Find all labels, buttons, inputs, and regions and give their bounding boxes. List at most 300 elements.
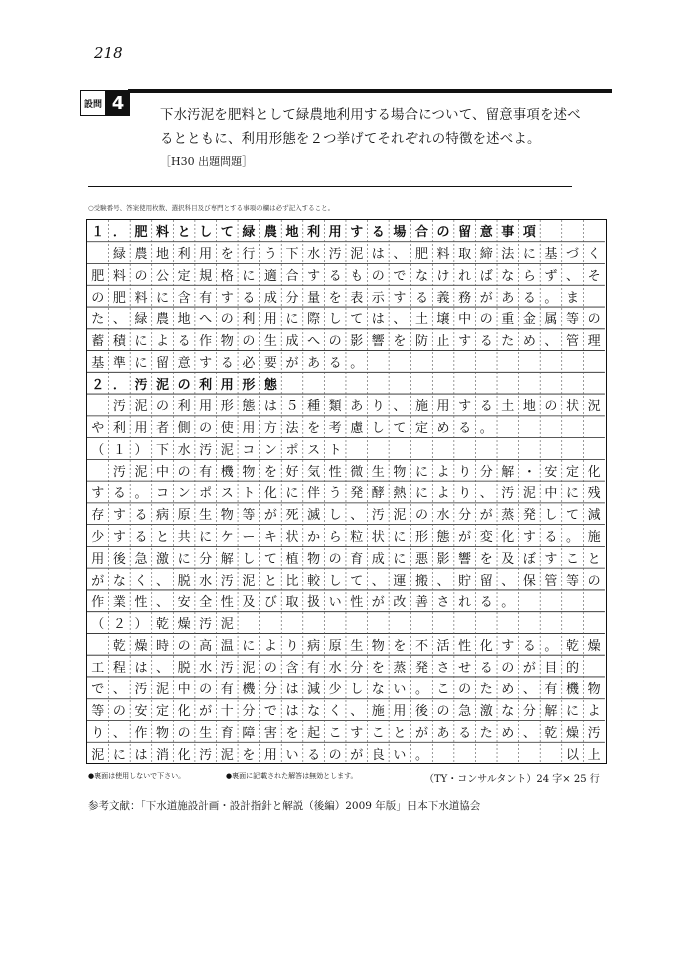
grid-cell: 好 xyxy=(285,464,299,480)
grid-cell: 利 xyxy=(112,421,126,437)
grid-cell: け xyxy=(436,268,450,284)
grid-cell xyxy=(454,438,476,460)
grid-cell xyxy=(260,612,282,634)
grid-cell: 形 xyxy=(242,377,256,393)
grid-cell: な xyxy=(501,268,515,284)
grid-cell: 、 xyxy=(350,508,364,524)
grid-cell: ５ xyxy=(285,399,299,415)
grid-cell: 扱 xyxy=(307,595,321,611)
grid-cell: 分 xyxy=(458,508,472,524)
grid-cell: 生 xyxy=(350,638,364,654)
grid-cell xyxy=(432,438,454,460)
grid-cell: 利 xyxy=(242,312,256,328)
grid-cell: 激 xyxy=(479,704,493,720)
grid-cell: 有 xyxy=(307,660,321,676)
grid-cell: 汚 xyxy=(371,508,385,524)
grid-cell: の xyxy=(479,312,493,328)
grid-cell: る xyxy=(134,508,148,524)
grid-cell: り xyxy=(458,464,472,480)
grid-cell: 。 xyxy=(414,747,428,763)
grid-cell: 留 xyxy=(458,225,472,241)
grid-cell: 泥 xyxy=(91,747,105,763)
grid-cell: 。 xyxy=(479,421,493,437)
grid-cell: 、 xyxy=(393,312,407,328)
grid-cell: る xyxy=(220,355,234,371)
grid-cell: の xyxy=(587,573,601,589)
grid-cell: 燥 xyxy=(134,638,148,654)
footer-note-mid: ●裏面に記載された解答は無効とします。 xyxy=(226,772,358,780)
grid-cell: 分 xyxy=(242,704,256,720)
grid-cell: 土 xyxy=(501,399,515,415)
grid-cell: ） xyxy=(134,617,148,633)
grid-cell: 比 xyxy=(285,573,299,589)
grid-cell: 不 xyxy=(414,638,428,654)
grid-cell: 微 xyxy=(350,464,364,480)
question-badge xyxy=(80,90,130,116)
grid-cell: 定 xyxy=(414,421,428,437)
grid-cell: に xyxy=(393,551,407,567)
grid-cell: 較 xyxy=(307,573,321,589)
grid-cell: 分 xyxy=(263,682,277,698)
grid-cell xyxy=(389,372,411,394)
grid-cell: 分 xyxy=(199,551,213,567)
grid-cell: が xyxy=(285,355,299,371)
grid-cell xyxy=(87,459,109,481)
grid-cell: 物 xyxy=(307,551,321,567)
grid-cell: 中 xyxy=(544,486,558,502)
grid-cell: 準 xyxy=(112,355,126,371)
grid-cell: 分 xyxy=(285,290,299,306)
grid-cell: 粒 xyxy=(350,530,364,545)
grid-cell: （ xyxy=(91,617,105,633)
grid-cell: る xyxy=(328,268,342,284)
grid-cell: 緑 xyxy=(112,247,126,263)
grid-cell: 起 xyxy=(307,725,321,741)
grid-cell: な xyxy=(307,704,321,720)
grid-cell: が xyxy=(263,508,277,524)
grid-cell: く xyxy=(134,573,148,589)
grid-cell xyxy=(562,416,584,438)
grid-cell: 消 xyxy=(156,747,170,763)
grid-cell: し xyxy=(328,312,342,328)
grid-cell: ー xyxy=(242,530,256,545)
grid-cell xyxy=(562,372,584,394)
grid-cell: 響 xyxy=(371,334,385,350)
grid-cell: 安 xyxy=(134,704,148,720)
question-line-2: るとともに、利用形態を２つ挙げてそれぞれの特徴を述べよ。 xyxy=(160,132,541,147)
grid-cell: 緑 xyxy=(134,312,148,328)
grid-cell: を xyxy=(479,551,493,567)
grid-cell: 作 xyxy=(91,595,105,611)
grid-cell: 取 xyxy=(458,247,472,263)
grid-cell: か xyxy=(307,530,321,545)
grid-cell: や xyxy=(91,421,105,437)
answer-line xyxy=(87,242,605,264)
grid-cell xyxy=(540,438,562,460)
grid-cell: 的 xyxy=(566,660,580,676)
grid-cell: を xyxy=(393,638,407,654)
grid-cell: 影 xyxy=(436,551,450,567)
grid-cell: 、 xyxy=(156,660,170,676)
grid-cell xyxy=(411,612,433,634)
grid-cell: 、 xyxy=(393,399,407,415)
grid-cell xyxy=(368,372,390,394)
grid-cell: 表 xyxy=(350,290,364,306)
grid-cell: 状 xyxy=(566,399,580,415)
answer-line xyxy=(87,416,605,438)
grid-cell: す xyxy=(307,268,321,284)
grid-cell: を xyxy=(307,421,321,437)
grid-cell: 機 xyxy=(566,682,580,698)
grid-cell xyxy=(303,372,325,394)
grid-cell: 農 xyxy=(263,225,277,241)
grid-cell: る xyxy=(479,595,493,611)
grid-cell: 等 xyxy=(91,704,105,720)
grid-cell: 泥 xyxy=(156,377,170,393)
grid-cell: の xyxy=(501,660,515,676)
grid-cell: れ xyxy=(458,268,472,284)
grid-cell: の xyxy=(436,704,450,720)
grid-cell: も xyxy=(350,268,364,284)
answer-line xyxy=(87,481,605,503)
grid-cell: り xyxy=(458,486,472,502)
grid-cell: 汚 xyxy=(328,247,342,263)
grid-cell: 時 xyxy=(156,638,170,654)
grid-cell: 農 xyxy=(134,247,148,263)
grid-cell: に xyxy=(522,247,536,263)
grid-cell: 燥 xyxy=(177,617,191,633)
grid-cell: 用 xyxy=(220,377,234,393)
grid-cell: ポ xyxy=(199,486,213,502)
grid-cell: の xyxy=(156,399,170,415)
grid-cell: い xyxy=(393,747,407,763)
grid-cell: 水 xyxy=(328,660,342,676)
grid-cell: 必 xyxy=(242,355,256,371)
grid-cell: 用 xyxy=(134,421,148,437)
grid-cell: と xyxy=(177,225,191,241)
grid-cell: 、 xyxy=(371,573,385,589)
grid-cell: に xyxy=(285,312,299,328)
grid-cell: 化 xyxy=(177,704,191,720)
grid-cell xyxy=(389,351,411,373)
answer-line xyxy=(87,655,605,677)
grid-cell: る xyxy=(328,355,342,371)
grid-cell: 、 xyxy=(393,247,407,263)
grid-cell: う xyxy=(263,247,277,263)
grid-cell: の xyxy=(328,747,342,763)
grid-cell: 善 xyxy=(414,595,428,611)
grid-cell: ケ xyxy=(220,530,234,545)
grid-cell: 化 xyxy=(587,464,601,480)
grid-cell: 定 xyxy=(156,704,170,720)
grid-cell: た xyxy=(501,334,515,350)
grid-cell: 項 xyxy=(522,225,536,241)
grid-cell xyxy=(389,612,411,634)
grid-cell: す xyxy=(112,508,126,524)
grid-cell: ら xyxy=(522,268,536,284)
grid-cell xyxy=(519,372,541,394)
grid-cell: 料 xyxy=(436,247,450,263)
grid-cell: 緑 xyxy=(242,225,256,241)
grid-cell: 分 xyxy=(522,704,536,720)
grid-cell xyxy=(454,372,476,394)
grid-cell: で xyxy=(91,682,105,698)
grid-cell: 。 xyxy=(134,486,148,502)
grid-cell: 貯 xyxy=(458,573,472,589)
grid-cell: を xyxy=(285,725,299,741)
question-badge-label: 設問 xyxy=(80,90,106,116)
grid-cell: 利 xyxy=(307,225,321,241)
grid-cell: 態 xyxy=(242,399,256,415)
grid-cell: 量 xyxy=(307,290,321,306)
grid-cell: は xyxy=(263,399,277,415)
grid-cell: 気 xyxy=(307,464,321,480)
grid-cell: 後 xyxy=(414,704,428,720)
grid-cell: 作 xyxy=(134,725,148,741)
grid-cell xyxy=(562,590,584,612)
grid-cell: 悪 xyxy=(414,551,428,567)
grid-cell xyxy=(519,351,541,373)
grid-cell: に xyxy=(566,704,580,720)
grid-cell: 酵 xyxy=(371,486,385,502)
grid-cell: ス xyxy=(307,442,321,458)
grid-cell: 水 xyxy=(307,247,321,263)
grid-cell: と xyxy=(587,551,601,567)
grid-cell xyxy=(562,351,584,373)
grid-cell: 機 xyxy=(220,464,234,480)
grid-cell: の xyxy=(414,508,428,524)
grid-cell: の xyxy=(199,682,213,698)
grid-cell: て xyxy=(393,421,407,437)
grid-cell xyxy=(540,612,562,634)
answer-line xyxy=(87,220,605,242)
grid-cell: 中 xyxy=(177,682,191,698)
grid-cell: 安 xyxy=(544,464,558,480)
grid-cell xyxy=(497,351,519,373)
grid-cell: 急 xyxy=(458,704,472,720)
grid-cell: 活 xyxy=(436,638,450,654)
grid-cell: を xyxy=(263,464,277,480)
grid-cell xyxy=(519,590,541,612)
answer-line xyxy=(87,503,605,525)
grid-cell xyxy=(519,612,541,634)
grid-cell: 。 xyxy=(544,638,558,654)
grid-cell: 管 xyxy=(544,573,558,589)
grid-cell: 、 xyxy=(156,573,170,589)
grid-cell: で xyxy=(393,268,407,284)
grid-cell xyxy=(324,612,346,634)
answer-line xyxy=(87,438,605,460)
grid-cell: ． xyxy=(112,225,126,241)
grid-cell: 使 xyxy=(220,421,234,437)
grid-cell: す xyxy=(199,355,213,371)
grid-cell xyxy=(475,438,497,460)
grid-cell: 方 xyxy=(263,421,277,437)
grid-cell: う xyxy=(328,486,342,502)
grid-cell: に xyxy=(285,486,299,502)
grid-cell: 泥 xyxy=(134,399,148,415)
grid-cell: 熱 xyxy=(393,486,407,502)
grid-cell: の xyxy=(242,334,256,350)
grid-cell: 取 xyxy=(285,595,299,611)
grid-cell: す xyxy=(220,290,234,306)
grid-cell: が xyxy=(371,595,385,611)
grid-cell: 物 xyxy=(220,334,234,350)
grid-cell: 務 xyxy=(458,290,472,306)
grid-cell: に xyxy=(242,638,256,654)
answer-line xyxy=(87,742,605,764)
grid-cell xyxy=(583,220,605,242)
grid-cell xyxy=(281,372,303,394)
grid-cell: 用 xyxy=(199,247,213,263)
grid-cell: は xyxy=(285,682,299,698)
grid-cell: を xyxy=(242,747,256,763)
grid-cell: づ xyxy=(566,247,580,263)
grid-cell: が xyxy=(479,508,493,524)
grid-cell: な xyxy=(371,682,385,698)
grid-cell: 肥 xyxy=(112,290,126,306)
grid-cell: ） xyxy=(134,442,148,458)
grid-cell: 程 xyxy=(112,660,126,676)
grid-cell: の xyxy=(328,334,342,350)
grid-cell: る xyxy=(458,725,472,741)
grid-cell: 種 xyxy=(307,399,321,415)
grid-cell: ス xyxy=(220,486,234,502)
answer-line xyxy=(87,590,605,612)
grid-cell: が xyxy=(479,290,493,306)
grid-cell: 理 xyxy=(587,334,601,350)
grid-cell: 定 xyxy=(177,268,191,284)
grid-cell: 施 xyxy=(587,530,601,545)
grid-cell: 発 xyxy=(522,508,536,524)
grid-cell: 状 xyxy=(371,530,385,545)
grid-cell xyxy=(368,612,390,634)
grid-cell: 行 xyxy=(242,247,256,263)
grid-cell: の xyxy=(371,268,385,284)
grid-cell: よ xyxy=(156,334,170,350)
grid-cell: い xyxy=(285,747,299,763)
grid-cell xyxy=(389,438,411,460)
grid-cell: 良 xyxy=(371,747,385,763)
grid-cell xyxy=(454,351,476,373)
grid-cell: せ xyxy=(458,660,472,676)
grid-cell: 地 xyxy=(522,399,536,415)
grid-cell: の xyxy=(177,725,191,741)
header-rule xyxy=(128,89,612,93)
grid-cell: の xyxy=(263,660,277,676)
grid-cell: 泥 xyxy=(156,682,170,698)
footer-note-left: ●裏面は使用しないで下さい。 xyxy=(88,772,186,780)
grid-cell: あ xyxy=(307,355,321,371)
grid-cell: 中 xyxy=(156,464,170,480)
grid-cell: 況 xyxy=(587,399,601,415)
grid-cell xyxy=(540,590,562,612)
grid-cell: 業 xyxy=(112,595,126,611)
grid-cell: ト xyxy=(242,486,256,502)
grid-cell xyxy=(540,742,562,764)
grid-cell xyxy=(583,285,605,307)
grid-cell: な xyxy=(112,573,126,589)
grid-cell: 目 xyxy=(544,660,558,676)
question-line-1: 下水汚泥を肥料として緑農地利用する場合について、留意事項を述べ xyxy=(160,108,581,123)
grid-cell: 泥 xyxy=(242,660,256,676)
grid-cell xyxy=(87,633,109,655)
grid-cell xyxy=(519,416,541,438)
grid-cell: 用 xyxy=(393,704,407,720)
grid-cell: 。 xyxy=(350,355,364,371)
grid-cell: が xyxy=(522,660,536,676)
grid-cell: 原 xyxy=(177,508,191,524)
grid-cell: が xyxy=(199,704,213,720)
grid-cell xyxy=(540,416,562,438)
grid-cell xyxy=(432,372,454,394)
grid-cell: 利 xyxy=(199,377,213,393)
grid-cell: 病 xyxy=(307,638,321,654)
grid-cell: 少 xyxy=(328,682,342,698)
grid-cell: 汚 xyxy=(199,442,213,458)
grid-cell: 形 xyxy=(220,399,234,415)
grid-cell: 響 xyxy=(458,551,472,567)
grid-cell: に xyxy=(566,486,580,502)
grid-cell: 施 xyxy=(371,704,385,720)
grid-cell: 留 xyxy=(156,355,170,371)
grid-cell: 滅 xyxy=(307,508,321,524)
grid-cell: 用 xyxy=(263,312,277,328)
grid-cell: よ xyxy=(263,638,277,654)
grid-cell: 発 xyxy=(350,486,364,502)
grid-cell: 考 xyxy=(328,421,342,437)
grid-cell: た xyxy=(479,725,493,741)
grid-cell: 乾 xyxy=(566,638,580,654)
grid-cell: し xyxy=(371,421,385,437)
grid-cell: り xyxy=(371,399,385,415)
answer-line xyxy=(87,699,605,721)
grid-cell: 有 xyxy=(544,682,558,698)
grid-cell: 有 xyxy=(220,682,234,698)
grid-cell: の xyxy=(458,682,472,698)
grid-cell: 乾 xyxy=(544,725,558,741)
grid-cell: の xyxy=(544,399,558,415)
grid-cell: （ xyxy=(91,442,105,458)
grid-cell xyxy=(497,438,519,460)
grid-cell: は xyxy=(371,312,385,328)
grid-cell: 含 xyxy=(285,660,299,676)
grid-cell: 示 xyxy=(371,290,385,306)
grid-cell: 乾 xyxy=(156,617,170,633)
grid-cell: 汚 xyxy=(134,377,148,393)
grid-cell: の xyxy=(112,704,126,720)
grid-cell: る xyxy=(458,421,472,437)
grid-cell: あ xyxy=(501,290,515,306)
grid-cell xyxy=(562,220,584,242)
grid-cell: 発 xyxy=(414,660,428,676)
grid-cell: る xyxy=(544,530,558,545)
grid-cell: 物 xyxy=(242,464,256,480)
grid-cell: 及 xyxy=(501,551,515,567)
grid-cell: さ xyxy=(436,660,450,676)
grid-cell: コ xyxy=(156,486,170,502)
grid-cell: 農 xyxy=(156,312,170,328)
grid-cell xyxy=(432,351,454,373)
grid-cell: 積 xyxy=(112,334,126,350)
grid-cell: は xyxy=(371,247,385,263)
grid-cell: 安 xyxy=(177,595,191,611)
grid-cell: を xyxy=(371,660,385,676)
grid-cell: の xyxy=(177,638,191,654)
grid-cell: く xyxy=(587,247,601,263)
grid-cell: 基 xyxy=(544,247,558,263)
grid-cell xyxy=(475,372,497,394)
